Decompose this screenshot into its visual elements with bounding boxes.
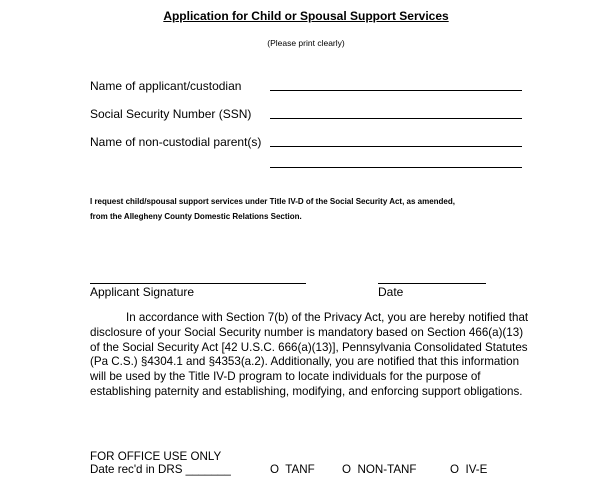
page-title: Application for Child or Spousal Support Services bbox=[163, 9, 449, 23]
office-use-heading: FOR OFFICE USE ONLY bbox=[90, 450, 222, 463]
applicant-name-field[interactable] bbox=[270, 90, 522, 91]
signature-field[interactable] bbox=[90, 283, 306, 284]
request-statement-line-1: I request child/spousal support services under Title IV-D of the Social Security Act, as amended, bbox=[90, 197, 455, 206]
ssn-label: Social Security Number (SSN) bbox=[90, 107, 252, 121]
radio-circle-icon[interactable]: O bbox=[342, 463, 352, 476]
request-statement-line-2: from the Allegheny County Domestic Relations Section. bbox=[90, 212, 302, 221]
date-label: Date bbox=[378, 285, 404, 299]
option-tanf-label: TANF bbox=[285, 463, 315, 476]
option-iv-e[interactable] bbox=[450, 463, 487, 476]
radio-circle-icon[interactable]: O bbox=[450, 463, 460, 476]
option-tanf[interactable] bbox=[270, 463, 315, 476]
privacy-notice-text: In accordance with Section 7(b) of the Privacy Act, you are hereby notified that disclosure of your Social Security number is mandatory based on Section 466(a)(13) of the Social Security Act [42 U.S.C. 666(a)(13)], Pennsylvania Consolidated Statutes (Pa C.S.) §4304.1 and §4353(a.2). Additionally, you are notified that this information will be used by the Title IV-D program to locate individuals for the purpose of establishing paternity and establishing, modifying, and enforcing support obligations. bbox=[90, 311, 529, 398]
ssn-field[interactable] bbox=[270, 118, 522, 119]
non-custodial-parent-field-2[interactable] bbox=[270, 167, 522, 168]
date-received-label: Date rec'd in DRS bbox=[90, 463, 183, 476]
non-custodial-parent-field[interactable] bbox=[270, 146, 522, 147]
signature-label: Applicant Signature bbox=[90, 285, 195, 299]
applicant-name-label: Name of applicant/custodian bbox=[90, 79, 242, 93]
option-non-tanf[interactable] bbox=[342, 463, 417, 476]
privacy-notice bbox=[90, 311, 530, 400]
option-iv-e-label: IV-E bbox=[465, 463, 488, 476]
option-non-tanf-label: NON-TANF bbox=[357, 463, 417, 476]
date-received-row bbox=[90, 463, 231, 476]
non-custodial-parent-label: Name of non-custodial parent(s) bbox=[90, 135, 262, 149]
date-field[interactable] bbox=[378, 283, 486, 284]
date-received-field[interactable]: _______ bbox=[185, 463, 231, 476]
radio-circle-icon[interactable]: O bbox=[270, 463, 280, 476]
print-instruction: (Please print clearly) bbox=[267, 38, 345, 48]
